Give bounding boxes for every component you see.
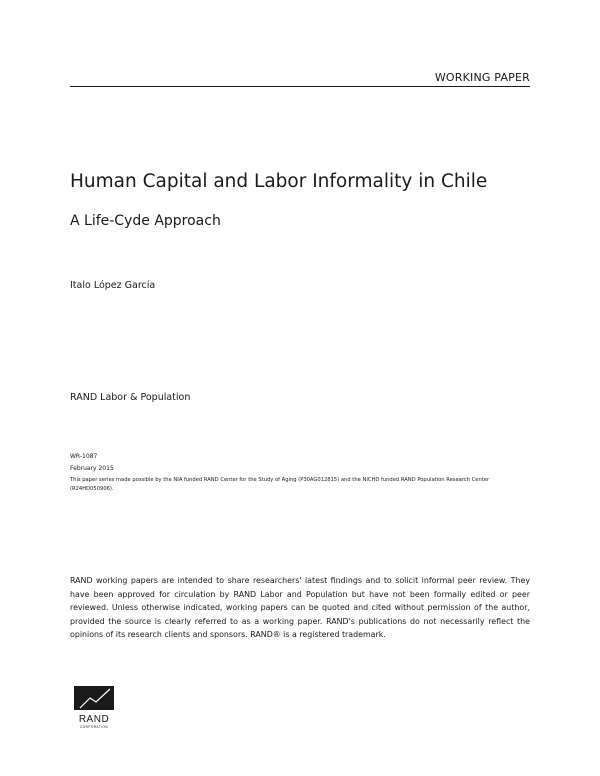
disclaimer-paragraph: RAND working papers are intended to share researchers' latest findings and to solicit informal peer review. They have been approved for circulation by RAND Labor and Population but have not been formally edited or peer reviewed. Unless otherwise indicated, working papers can be quoted and cited without permission of the author, provided the source is clearly referred to as a working paper. RAND's publications do not necessarily reflect the opinions of its research clients and sponsors. RAND® is a registered trademark. <box>70 576 530 639</box>
rand-logo <box>70 686 118 730</box>
logo-tagline: CORPORATION <box>80 725 108 729</box>
document-type-label: WORKING PAPER <box>434 71 530 84</box>
report-date: February 2015 <box>70 465 114 472</box>
report-number: WR-1087 <box>70 453 98 460</box>
author-name: Italo López García <box>70 280 156 291</box>
logo-wordmark: RAND <box>78 714 110 725</box>
paper-subtitle: A Life-Cyde Approach <box>70 213 221 229</box>
funding-note: This paper series made possible by the NIA funded RAND Center for the Study of Aging (P30AG012815) and the NICHD funded RAND Population Research Center (R24HD050906). <box>70 477 490 492</box>
rand-logo-mark <box>70 686 118 730</box>
program-name: RAND Labor & Population <box>70 392 191 403</box>
paper-title: Human Capital and Labor Informality in Chile <box>70 171 488 192</box>
header-divider <box>70 86 530 87</box>
